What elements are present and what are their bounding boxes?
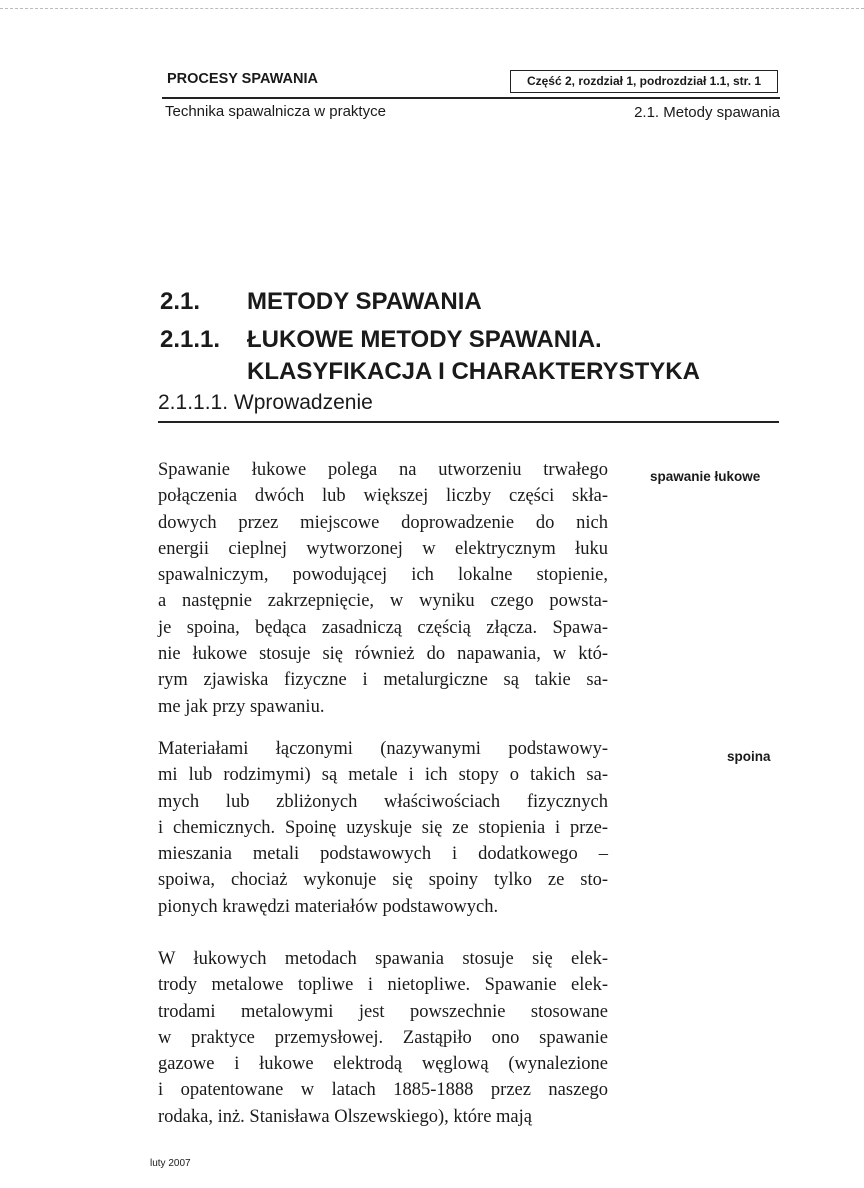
header-title: PROCESY SPAWANIA <box>167 71 318 87</box>
heading-text: ŁUKOWE METODY SPAWANIA. <box>247 326 602 353</box>
paragraph-line: nie łukowe stosuje się również do napawania, w któ- <box>158 644 608 665</box>
paragraph-line: dowych przez miejscowe doprowadzenie do nich <box>158 512 608 533</box>
paragraph-line: trody metalowe topliwe i nietopliwe. Spawanie elek- <box>158 975 608 996</box>
paragraph-line: spawalniczym, powodującej ich lokalne stopienie, <box>158 565 608 586</box>
paragraph-line: i chemicznych. Spoinę uzyskuje się ze stopienia i prze- <box>158 817 608 838</box>
paragraph-line: gazowe i łukowe elektrodą węglową (wynalezione <box>158 1054 608 1075</box>
paragraph-line: połączenia dwóch lub większej liczby części skła- <box>158 486 608 507</box>
heading-text: METODY SPAWANIA <box>247 288 482 315</box>
subheading-rule <box>158 421 779 423</box>
header-rule <box>162 97 780 99</box>
paragraph-line: rodaka, inż. Stanisława Olszewskiego), które mają <box>158 1106 532 1127</box>
paragraph-line: mych lub zbliżonych właściwościach fizycznych <box>158 791 608 812</box>
paragraph-line: W łukowych metodach spawania stosuje się elek- <box>158 949 608 969</box>
heading-number: 2.1.1. <box>160 326 221 353</box>
paragraph-line: mieszania metali podstawowych i dodatkowego – <box>158 844 608 865</box>
paragraph-line: pionych krawędzi materiałów podstawowych. <box>158 896 499 917</box>
paragraph-line: Materiałami łączonymi (nazywanymi podstawowy- <box>158 739 608 759</box>
paragraph-3 <box>158 946 608 1130</box>
margin-term: spawanie łukowe <box>650 469 761 484</box>
paragraph-line: me jak przy spawaniu. <box>158 696 325 717</box>
paragraph-line: mi lub rodzimymi) są metale i ich stopy o takich sa- <box>158 765 608 786</box>
header-subtitle: Technika spawalnicza w praktyce <box>165 103 386 120</box>
paragraph-line: w praktyce przemysłowej. Zastąpiło ono spawanie <box>158 1027 608 1048</box>
paragraph-line: energii cieplnej wytworzonej w elektrycznym łuku <box>158 538 608 559</box>
header-section: 2.1. Metody spawania <box>634 104 780 121</box>
paragraph-line: a następnie zakrzepnięcie, w wyniku czego powsta- <box>158 591 608 612</box>
heading-number: 2.1. <box>160 288 201 315</box>
paragraph-line: Spawanie łukowe polega na utworzeniu trwałego <box>158 460 608 480</box>
paragraph-1 <box>158 457 608 720</box>
heading-text: KLASYFIKACJA I CHARAKTERYSTYKA <box>247 358 700 385</box>
paragraph-line: trodami metalowymi jest powszechnie stosowane <box>158 1001 608 1022</box>
paragraph-line: spoiwa, chociaż wykonuje się spoiny tylko ze sto- <box>158 870 608 891</box>
scan-edge <box>0 8 864 9</box>
margin-term: spoina <box>727 749 771 764</box>
header-location-box: Część 2, rozdział 1, podrozdział 1.1, str. 1 <box>510 70 778 93</box>
paragraph-2 <box>158 736 608 920</box>
subheading: 2.1.1.1. Wprowadzenie <box>158 391 373 414</box>
footer-date: luty 2007 <box>150 1158 191 1169</box>
paragraph-line: i opatentowane w latach 1885-1888 przez naszego <box>158 1080 608 1101</box>
paragraph-line: je spoina, będąca zasadniczą częścią złącza. Spawa- <box>158 617 608 638</box>
paragraph-line: rym zjawiska fizyczne i metalurgiczne są takie sa- <box>158 670 608 691</box>
